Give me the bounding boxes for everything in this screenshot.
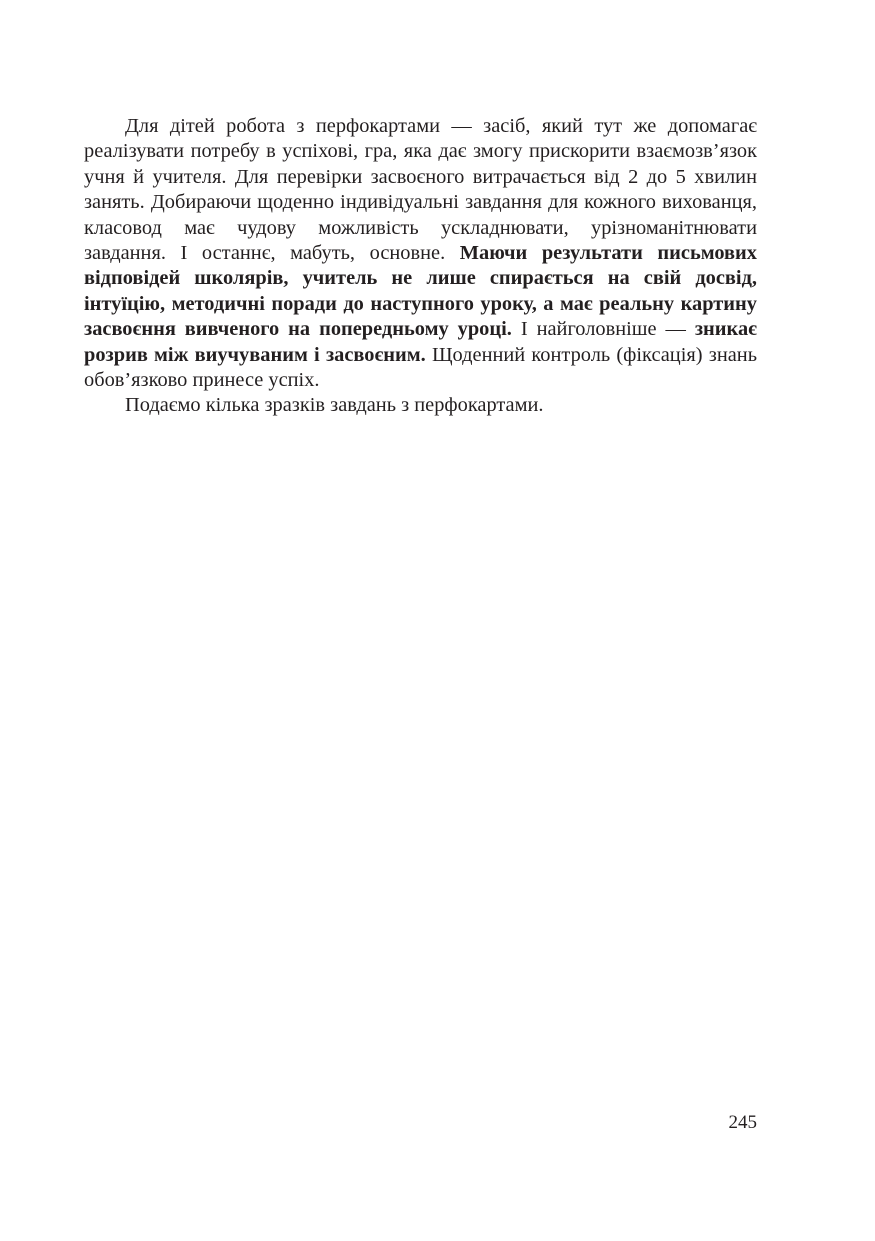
paragraph-2: Подаємо кілька зразків завдань з перфокартами. [125, 394, 544, 417]
paragraph-1-bold-statement: Маючи результати письмових відповідей школярів, учитель не лише спирається на свій досвід, інтуїцію, методичні поради до наступного уроку, а має реальну картину засвоєння вивченого на попередньому уроці. [84, 242, 757, 341]
page-number: 245 [728, 1112, 757, 1133]
paragraph-1-intro: Для дітей робота з перфокартами — засіб, який тут же допомагає реалізувати потребу в успіхові, гра, яка дає змогу прискорити взаємозв’язок учня й учителя. Для перевірки засвоєного витрачається від 2 до 5 хвилин занять. Добираючи щоденно індивідуальні завдання для кожного вихованця, класовод має чудову можливість ускладнювати, урізноманітнювати завдання. І останнє, мабуть, основне. [84, 115, 757, 265]
paragraph-1 [84, 114, 757, 393]
paragraph-1-bold-conclusion: зникає розрив між виучуваним і засвоєним. [84, 318, 757, 366]
paragraph-1-ending: Щоденний контроль (фіксація) знань обов’язково принесе успіх. [84, 343, 757, 392]
page-body [84, 114, 757, 419]
paragraph-1-middle: І найголовніше — [520, 318, 686, 341]
